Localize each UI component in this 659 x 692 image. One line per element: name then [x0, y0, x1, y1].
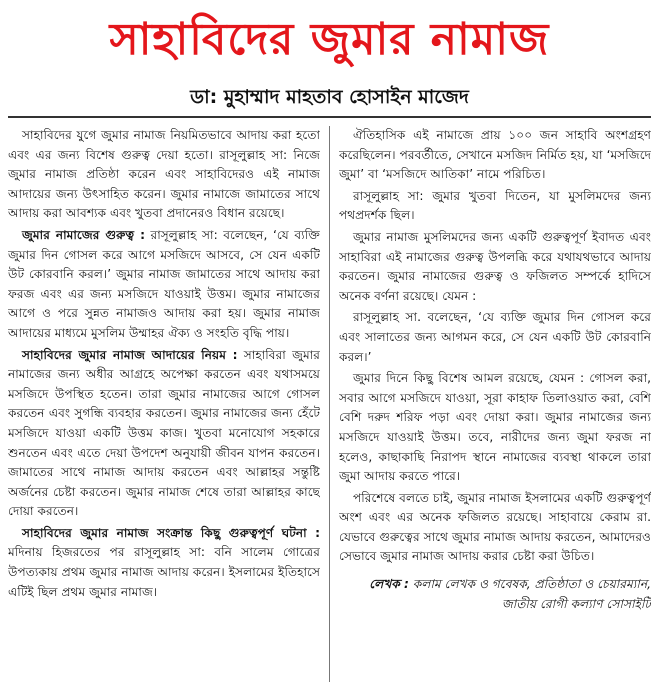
paragraph-text: রাসূলুল্লাহ সা: বলেছেন, ‘যে ব্যক্তি জুমার দিন গোসল করে আগে মসজিদে আসবে, সে যেন একটি উট কোরবানি করল।’ জুমার নামাজ জামাতের সাথে আদায় করা ফরজ এবং এর জন্য মসজিদে যাওয়াই উত্তম। জুমার নামাজের আগে ও পরে সুন্নত নামাজও আদায় করা হয়। জুমার নামাজ আদায়ের মাধ্যমে মুসলিম উম্মাহর ঐক্য ও সংহতি বৃদ্ধি পায়। [8, 227, 320, 340]
paragraph [8, 346, 320, 522]
article-author: ডা: মুহাম্মাদ মাহতাব হোসাইন মাজেদ [190, 86, 469, 108]
article-title: সাহাবিদের জুমার নামাজ [109, 14, 550, 65]
paragraph: সাহাবিদের যুগে জুমার নামাজ নিয়মিতভাবে আদায় করা হতো এবং এর জন্য বিশেষ গুরুত্ব দেয়া হতো। রাসূলুল্লাহ সা: নিজে জুমার নামাজ প্রতিষ্ঠা করেন এবং সাহাবিদেরও এই নামাজ আদায়ের জন্য উৎসাহিত করেন। জুমার নামাজে জামাতের সাথে আদায় করা আবশ্যক এবং খুতবা প্রদানেরও বিধান রয়েছে। [8, 128, 320, 221]
section-heading: জুমার নামাজের গুরুত্ব : [22, 227, 145, 242]
paragraph: রাসূলুল্লাহ সা. বলেছেন, ‘যে ব্যক্তি জুমার দিন গোসল করে এবং সালাতের জন্য আগমন করে, সে যেন একটি উট কোরবানি করল।’ [339, 310, 651, 364]
header-rule [8, 116, 651, 118]
paragraph-text: মদিনায় হিজরতের পর রাসূলুল্লাহ সা: বনি সালেম গোত্রের উপত্যকায় প্রথম জুমার নামাজ আদায় করেন। ইসলামের ইতিহাসে এটিই ছিল প্রথম জুমার নামাজ। [8, 545, 320, 599]
section-heading: সাহাবিদের জুমার নামাজ আদায়ের নিয়ম : [22, 347, 238, 362]
paragraph: রাসূলুল্লাহ সা: জুমার খুতবা দিতেন, যা মুসলিমদের জন্য পথপ্রদর্শক ছিল। [339, 188, 651, 223]
paragraph: জুমার নামাজ মুসলিমদের জন্য একটি গুরুত্বপূর্ণ ইবাদত এবং সাহাবিরা এই নামাজের গুরুত্ব উপলব্ধি করে যথাযথভাবে আদায় করতেন। জুমার নামাজের গুরুত্ব ও ফজিলত সম্পর্কে হাদিসে অনেক বর্ণনা রয়েছে। যেমন : [339, 229, 651, 303]
paragraph: জুমার দিনে কিছু বিশেষ আমল রয়েছে, যেমন : গোসল করা, সবার আগে মসজিদে যাওয়া, সূরা কাহাফ তিলাওয়াত করা, বেশি বেশি দরুদ শরিফ পড়া এবং দোয়া করা। জুমার নামাজের জন্য মসজিদে যাওয়াই উত্তম। তবে, নারীদের জন্য জুমা ফরজ না হলেও, কাছাকাছি নিরাপদ স্থানে নামাজের ব্যবস্থা থাকলে তারা জুমা আদায় করতে পারে। [339, 371, 651, 484]
paragraph: ঐতিহাসিক এই নামাজে প্রায় ১০০ জন সাহাবি অংশগ্রহণ করেছিলেন। পরবর্তীতে, সেখানে মসজিদ নির্মিত হয়, যা ‘মসজিদে জুমা’ বা ‘মসজিদে আতিকা’ নামে পরিচিত। [339, 128, 651, 182]
column-divider [329, 126, 330, 682]
right-column [339, 126, 651, 686]
paragraph: পরিশেষে বলতে চাই, জুমার নামাজ ইসলামের একটি গুরুত্বপূর্ণ অংশ এবং এর অনেক ফজিলত রয়েছে। সাহাবায়ে কেরাম রা. যেভাবে গুরুত্বের সাথে জুমার নামাজ আদায় করতেন, আমাদেরও সেভাবে জুমার নামাজ আদায় করার চেষ্টা করা উচিত। [339, 490, 651, 564]
paragraph-text: সাহাবিরা জুমার নামাজের জন্য অধীর আগ্রহে অপেক্ষা করতেন এবং যথাসময়ে মসজিদে উপস্থিত হতেন। তারা জুমার নামাজের আগে গোসল করতেন এবং সুগন্ধি ব্যবহার করতেন। জুমার নামাজের জন্য হেঁটে মসজিদে যাওয়া একটি উত্তম কাজ। খুতবা মনোযোগ সহকারে শুনতেন এবং এতে দেয়া উপদেশ অনুযায়ী জীবন যাপন করতেন। জামাতের সাথে নামাজ আদায় করতেন এবং আল্লাহর সন্তুষ্টি অর্জনের চেষ্টা করতেন। জুমার নামাজ শেষে তারা আল্লাহর কাছে দোয়া করতেন। [8, 347, 320, 519]
writer-text: কলাম লেখক ও গবেষক, প্রতিষ্ঠাতা ও চেয়ারম্যান, জাতীয় রোগী কল্যাণ সোসাইটি [408, 577, 651, 611]
section-heading: সাহাবিদের জুমার নামাজ সংক্রান্ত কিছু গুরুত্বপূর্ণ ঘটনা : [22, 525, 320, 540]
left-column [8, 126, 320, 686]
paragraph [8, 226, 320, 344]
paragraph [8, 524, 320, 602]
writer-note [339, 575, 651, 614]
writer-label: লেখক : [369, 577, 409, 592]
